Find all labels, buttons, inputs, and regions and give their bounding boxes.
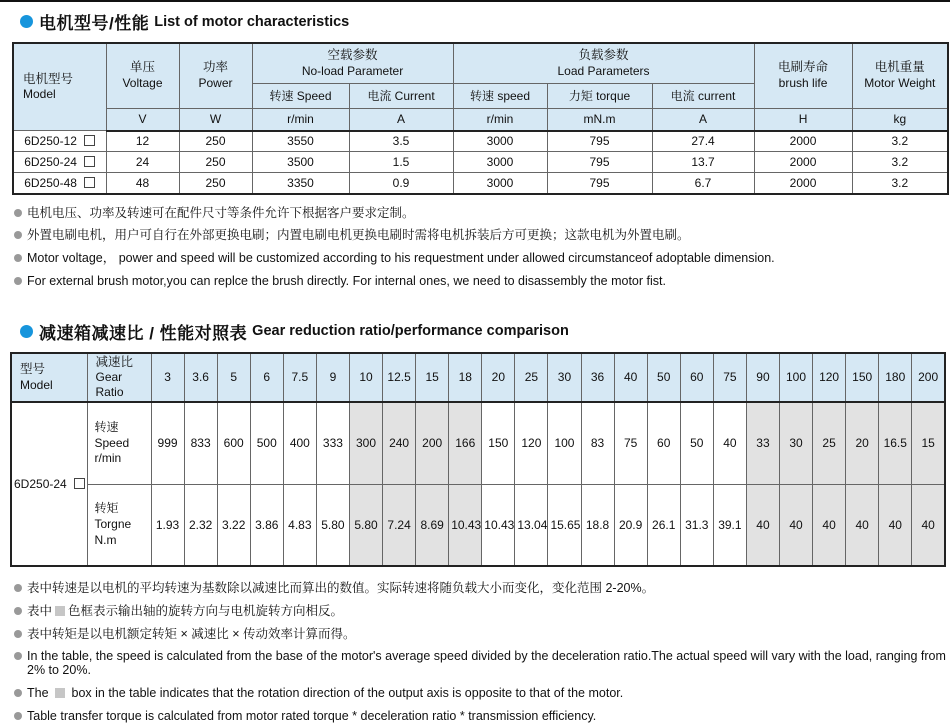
weight-header-en: Motor Weight [864,76,936,91]
ratio-header-cell: 40 [614,353,647,403]
value-cell: 60 [647,402,680,484]
ratio-header-cell: 12.5 [383,353,416,403]
value-cell: 15.65 [548,484,581,566]
section1-title-en: List of motor characteristics [154,13,350,30]
note-text: 表中转矩是以电机额定转矩 × 减速比 × 传动效率计算而得。 [27,626,356,641]
bullet-icon [14,607,22,615]
note-line [14,605,950,619]
value-cell: 250 [179,152,252,173]
value-cell: 150 [482,402,515,484]
value-cell: 3.22 [217,484,250,566]
model-cell: 6D250-24 [13,152,106,173]
value-cell: 25 [813,402,846,484]
value-cell: 39.1 [713,484,746,566]
voltage-header-en: Voltage [122,76,163,91]
note-line [14,628,950,642]
value-cell: 33 [746,402,779,484]
value-cell: 18.8 [581,484,614,566]
blue-bullet-icon [20,15,33,28]
bullet-icon [14,231,22,239]
value-cell: 20 [846,402,879,484]
motor-characteristics-table [12,42,949,195]
unit-cell: V [106,108,179,131]
value-cell: 40 [879,484,912,566]
row-label-zh: 转速 [94,419,119,434]
value-cell: 1.5 [349,152,453,173]
col-header-gear-ratio [87,353,151,403]
motor-row [13,152,948,173]
value-cell: 795 [547,131,652,152]
ratio-header-cell: 30 [548,353,581,403]
load-header-en: Load Parameters [557,63,650,78]
value-cell: 120 [515,402,548,484]
value-cell: 3.5 [349,131,453,152]
value-cell: 48 [106,173,179,194]
value-cell: 4.83 [283,484,316,566]
note-text: 表中 色框表示输出轴的旋转方向与电机旋转方向相反。 [27,603,344,618]
ratio-header-cell: 5 [217,353,250,403]
value-cell: 6.7 [652,173,754,194]
section1-title [20,9,950,34]
note-line [14,229,950,243]
value-cell: 40 [746,484,779,566]
value-cell: 5.80 [349,484,382,566]
row-label-en: Torgne [94,517,132,532]
ratio-header-cell: 3.6 [184,353,217,403]
value-cell: 8.69 [416,484,449,566]
value-cell: 2000 [754,152,852,173]
ratio-header-cell: 18 [449,353,482,403]
ratio-header-cell: 100 [779,353,812,403]
ratio-header-cell: 90 [746,353,779,403]
note-text: Table transfer torque is calculated from motor rated torque * deceleration ratio * transmission efficiency. [27,708,597,723]
model-variant-checkbox [74,478,85,489]
row-label-cell [87,402,151,484]
value-cell: 13.7 [652,152,754,173]
value-cell: 27.4 [652,131,754,152]
gear-data-row [11,484,945,566]
value-cell: 1.93 [151,484,184,566]
note-text: For external brush motor,you can replce the brush directly. For internal ones, we need to disassembly the motor fist. [27,273,666,288]
gear-ratio-table [10,352,946,568]
value-cell: 0.9 [349,173,453,194]
model-variant-checkbox [84,135,95,146]
value-cell: 7.24 [383,484,416,566]
value-cell: 31.3 [680,484,713,566]
col-header-load-torque: 力矩 torque [547,83,652,108]
ratio-header-en: Gear Ratio [95,370,124,400]
voltage-header-zh: 单压 [129,60,155,75]
ratio-header-cell: 120 [813,353,846,403]
note-line [14,207,950,221]
model-cell: 6D250-48 [13,173,106,194]
blue-bullet-icon [20,325,33,338]
value-cell: 3.86 [250,484,283,566]
ratio-header-cell: 150 [846,353,879,403]
bullet-icon [14,630,22,638]
value-cell: 26.1 [647,484,680,566]
value-cell: 5.80 [316,484,349,566]
value-cell: 24 [106,152,179,173]
unit-cell: r/min [453,108,547,131]
header-row [11,353,945,403]
brush-header-zh: 电刷寿命 [778,60,829,75]
ratio-header-cell: 6 [250,353,283,403]
bullet-icon [14,254,22,262]
row-label-cell [87,484,151,566]
value-cell: 2.32 [184,484,217,566]
value-cell: 166 [449,402,482,484]
header-row-groups [13,43,948,83]
bullet-icon [14,209,22,217]
note-line [14,582,950,596]
note-text: The box in the table indicates that the rotation direction of the output axis is opposite to that of the motor. [27,685,624,700]
unit-cell: H [754,108,852,131]
ratio-header-cell: 60 [680,353,713,403]
model-cell: 6D250-12 [13,131,106,152]
value-cell: 16.5 [879,402,912,484]
note-line [14,687,950,701]
value-cell: 15 [912,402,945,484]
value-cell: 3000 [453,152,547,173]
value-cell: 13.04 [515,484,548,566]
bullet-icon [14,277,22,285]
model-variant-checkbox [84,156,95,167]
value-cell: 20.9 [614,484,647,566]
noload-header-zh: 空载参数 [327,47,378,62]
model-header-zh: 电机型号 [23,71,74,86]
note-text: 电机电压、功率及转速可在配件尺寸等条件允许下根据客户要求定制。 [27,205,415,220]
col-header-model [11,353,87,403]
value-cell: 30 [779,402,812,484]
section2-title [20,319,950,344]
power-header-zh: 功率 [202,60,228,75]
value-cell: 2000 [754,173,852,194]
value-cell: 200 [416,402,449,484]
ratio-header-cell: 15 [416,353,449,403]
note-line [14,275,950,289]
value-cell: 3000 [453,131,547,152]
unit-cell: W [179,108,252,131]
ratio-header-zh: 减速比 [95,354,134,369]
col-header-load-speed: 转速 speed [453,83,547,108]
ratio-header-cell: 36 [581,353,614,403]
unit-cell: mN.m [547,108,652,131]
ratio-header-cell: 200 [912,353,945,403]
note-text: In the table, the speed is calculated from the base of the motor's average speed divided by the deceleration ratio.The actual speed will vary with the load, ranging from 2% to 20%. [27,649,946,678]
row-label-unit: r/min [94,451,122,466]
value-cell: 250 [179,131,252,152]
ratio-header-cell: 7.5 [283,353,316,403]
col-header-brush-life [754,43,852,108]
bullet-icon [14,712,22,720]
col-header-noload-params [252,43,453,83]
section1-title-zh: 电机型号/性能 [39,14,150,33]
ratio-header-cell: 25 [515,353,548,403]
unit-cell: r/min [252,108,349,131]
note-text: 表中转速是以电机的平均转速为基数除以减速比而算出的数值。实际转速将随负载大小而变化，变化范围 2-20%。 [27,581,655,596]
unit-cell: A [349,108,453,131]
col-header-noload-speed: 转速 Speed [252,83,349,108]
value-cell: 600 [217,402,250,484]
ratio-header-cell: 3 [151,353,184,403]
ratio-header-cell: 180 [879,353,912,403]
value-cell: 40 [713,402,746,484]
value-cell: 40 [846,484,879,566]
note-line [14,650,950,678]
section1-notes [14,207,950,289]
note-text: 外置电刷电机，用户可自行在外部更换电刷；内置电刷电机更换电刷时需将电机拆装后方可更换；这款电机为外置电刷。 [27,228,690,243]
model-header-en: Model [23,87,56,102]
ratio-header-cell: 50 [647,353,680,403]
row-label-unit: N.m [94,532,117,547]
value-cell: 3500 [252,152,349,173]
value-cell: 3350 [252,173,349,194]
value-cell: 3.2 [852,152,948,173]
value-cell: 833 [184,402,217,484]
col-header-motor-weight [852,43,948,108]
header-row-units [13,108,948,131]
value-cell: 3.2 [852,131,948,152]
section2-title-en: Gear reduction ratio/performance comparison [252,323,569,339]
value-cell: 333 [316,402,349,484]
value-cell: 40 [779,484,812,566]
value-cell: 50 [680,402,713,484]
value-cell: 2000 [754,131,852,152]
gray-box-icon [55,606,65,616]
value-cell: 100 [548,402,581,484]
ratio-header-cell: 75 [713,353,746,403]
bullet-icon [14,689,22,697]
value-cell: 83 [581,402,614,484]
col-header-power [179,43,252,108]
ratio-header-cell: 20 [482,353,515,403]
value-cell: 40 [813,484,846,566]
weight-header-zh: 电机重量 [874,60,925,75]
ratio-header-cell: 9 [316,353,349,403]
motor-row [13,173,948,194]
value-cell: 240 [383,402,416,484]
unit-cell: A [652,108,754,131]
value-cell: 795 [547,152,652,173]
value-cell: 999 [151,402,184,484]
value-cell: 3000 [453,173,547,194]
section2-notes [14,582,950,723]
gray-box-icon [55,688,65,698]
value-cell: 3550 [252,131,349,152]
bullet-icon [14,652,22,660]
col-header-voltage [106,43,179,108]
value-cell: 40 [912,484,945,566]
note-text: Motor voltage， power and speed will be customized according to his requestment under allowed circumstanceof adoptable dimension. [27,251,775,265]
col-header-noload-current: 电流 Current [349,83,453,108]
model-variant-checkbox [84,177,95,188]
note-line [14,252,950,266]
section2-title-zh: 减速箱减速比 / 性能对照表 [39,323,248,343]
value-cell: 300 [349,402,382,484]
ratio-header-cell: 10 [349,353,382,403]
page-top-rule [0,0,950,2]
bullet-icon [14,584,22,592]
value-cell: 10.43 [482,484,515,566]
value-cell: 3.2 [852,173,948,194]
value-cell: 250 [179,173,252,194]
value-cell: 400 [283,402,316,484]
value-cell: 10.43 [449,484,482,566]
model-cell: 6D250-24 [11,402,87,566]
power-header-en: Power [198,76,233,91]
col-header-load-current: 电流 current [652,83,754,108]
model-header-en: Model [20,377,53,392]
col-header-load-params [453,43,754,83]
row-label-zh: 转矩 [94,501,119,516]
noload-header-en: No-load Parameter [301,63,404,78]
note-line [14,710,950,724]
load-header-zh: 负载参数 [578,47,629,62]
value-cell: 12 [106,131,179,152]
motor-row [13,131,948,152]
gear-data-row [11,402,945,484]
value-cell: 500 [250,402,283,484]
brush-header-en: brush life [778,76,828,91]
row-label-en: Speed [94,435,130,450]
value-cell: 795 [547,173,652,194]
unit-cell: kg [852,108,948,131]
value-cell: 75 [614,402,647,484]
model-header-zh: 型号 [20,362,46,376]
col-header-model [13,43,106,131]
